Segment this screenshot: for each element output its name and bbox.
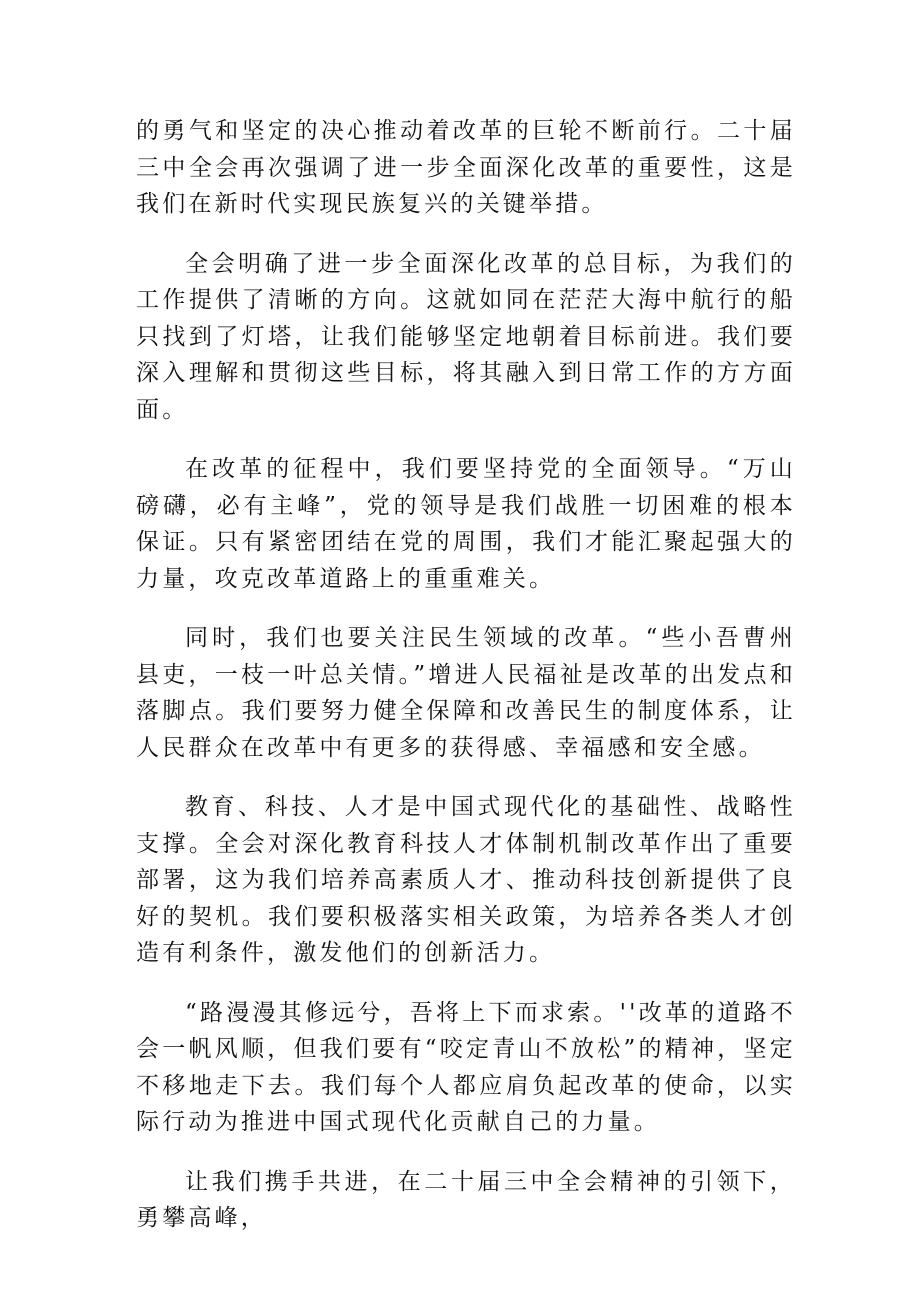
paragraph-5: 教育、科技、人才是中国式现代化的基础性、战略性支撑。全会对深化教育科技人才体制机制改革作出了重要部署，这为我们培养高素质人才、推动科技创新提供了良好的契机。我们要积极落实相关政策，为培养各类人才创造有利条件，激发他们的创新活力。: [136, 794, 796, 966]
paragraph-1: 的勇气和坚定的决心推动着改革的巨轮不断前行。二十届三中全会再次强调了进一步全面深化改革的重要性，这是我们在新时代实现民族复兴的关键举措。: [136, 118, 796, 217]
paragraph-7: 让我们携手共进，在二十届三中全会精神的引领下，勇攀高峰，: [136, 1168, 796, 1231]
paragraph-2: 全会明确了进一步全面深化改革的总目标，为我们的工作提供了清晰的方向。这就如同在茫茫大海中航行的船只找到了灯塔，让我们能够坚定地朝着目标前进。我们要深入理解和贯彻这些目标，将其融入到日常工作的方方面面。: [136, 250, 796, 423]
paragraph-3: 在改革的征程中，我们要坚持党的全面领导。“万山磅礴，必有主峰”，党的领导是我们战胜一切困难的根本保证。只有紧密团结在党的周围，我们才能汇聚起强大的力量，攻克改革道路上的重重难关。: [136, 456, 796, 592]
paragraph-6: “路漫漫其修远兮，吾将上下而求索。''改革的道路不会一帆风顺，但我们要有“咬定青山不放松”的精神，坚定不移地走下去。我们每个人都应肩负起改革的使命，以实际行动为推进中国式现代化贡献自己的力量。: [136, 999, 796, 1135]
paragraph-4: 同时，我们也要关注民生领域的改革。“些小吾曹州县吏，一枝一叶总关情。”增进人民福祉是改革的出发点和落脚点。我们要努力健全保障和改善民生的制度体系，让人民群众在改革中有更多的获得感、幸福感和安全感。: [136, 625, 796, 761]
document-body: [136, 113, 796, 1260]
